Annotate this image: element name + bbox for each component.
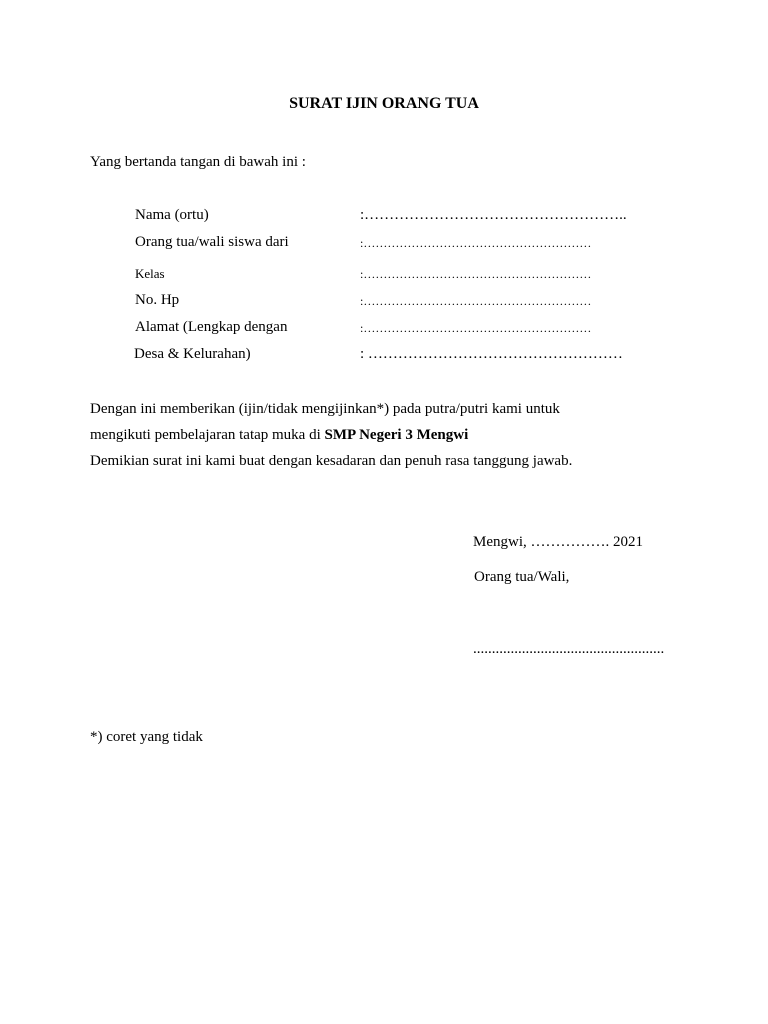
field-label-alamat: Alamat (Lengkap dengan bbox=[135, 319, 288, 335]
signature-line: ................................................... bbox=[473, 641, 665, 657]
field-value-desa-kelurahan: : …………………………………………… bbox=[360, 346, 623, 362]
field-label-orang-tua-wali: Orang tua/wali siswa dari bbox=[135, 234, 289, 250]
field-value-orang-tua-wali: :………………………………………………… bbox=[360, 236, 592, 250]
field-value-no-hp: :………………………………………………… bbox=[360, 294, 592, 308]
field-label-desa-kelurahan: Desa & Kelurahan) bbox=[134, 346, 251, 362]
school-name: SMP Negeri 3 Mengwi bbox=[324, 427, 469, 443]
place-date: Mengwi, ……………. 2021 bbox=[473, 534, 643, 550]
signatory-label: Orang tua/Wali, bbox=[474, 569, 570, 585]
letter-title: SURAT IJIN ORANG TUA bbox=[289, 95, 479, 112]
body-line-2-text: mengikuti pembelajaran tatap muka di bbox=[90, 427, 325, 443]
body-line-1: Dengan ini memberikan (ijin/tidak mengijinkan*) pada putra/putri kami untuk bbox=[90, 401, 560, 417]
body-line-2 bbox=[90, 425, 468, 445]
field-value-nama: :…………………………………………….. bbox=[360, 207, 627, 223]
field-label-nama: Nama (ortu) bbox=[135, 207, 209, 223]
field-value-alamat: :………………………………………………… bbox=[360, 321, 592, 335]
footnote: *) coret yang tidak bbox=[90, 729, 203, 745]
field-label-no-hp: No. Hp bbox=[135, 292, 180, 308]
field-label-kelas: Kelas bbox=[135, 266, 165, 281]
intro-text: Yang bertanda tangan di bawah ini : bbox=[90, 154, 306, 170]
body-line-3: Demikian surat ini kami buat dengan kesadaran dan penuh rasa tanggung jawab. bbox=[90, 453, 573, 469]
field-value-kelas: :………………………………………………… bbox=[360, 267, 592, 281]
